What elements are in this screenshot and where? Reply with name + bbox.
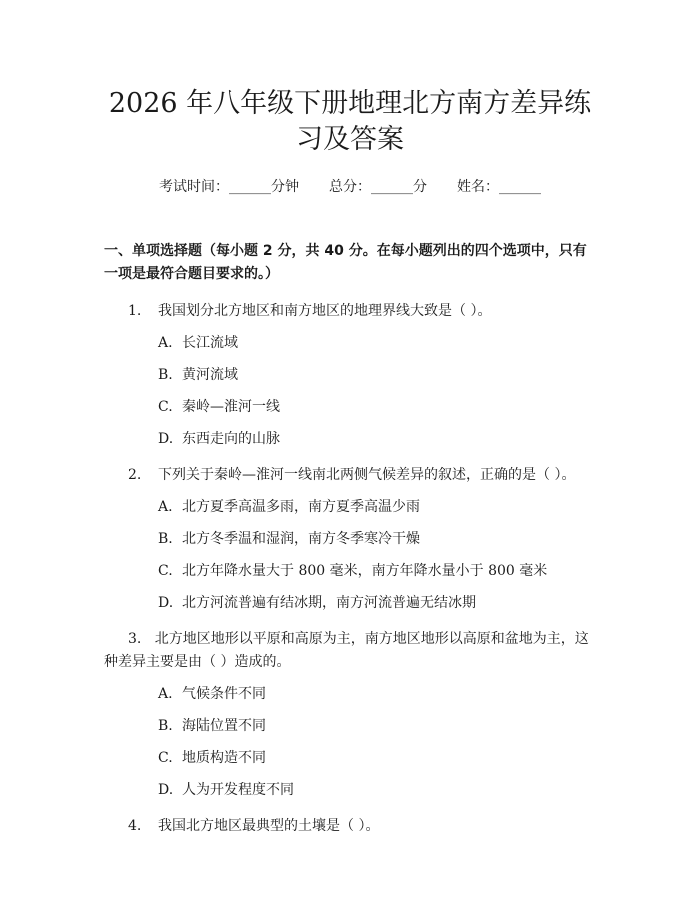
question-1 [104, 300, 596, 450]
question-number: 3. [128, 631, 142, 647]
section-heading: 一、单项选择题（每小题 2 分，共 40 分。在每小题列出的四个选项中，只有一项是最符合题目要求的。） [104, 243, 587, 282]
option-list [104, 683, 596, 801]
exam-meta [104, 176, 596, 196]
option-text: 人为开发程度不同 [182, 782, 294, 798]
question-text: 下列关于秦岭—淮河一线南北两侧气候差异的叙述，正确的是（ ）。 [158, 467, 576, 483]
option-text: 北方年降水量大于 800 毫米，南方年降水量小于 800 毫米 [182, 563, 548, 579]
option-text: 北方夏季高温多雨，南方夏季高温少雨 [182, 499, 420, 515]
total-score: 总分：______分 [329, 179, 427, 195]
option-label: B. [158, 718, 173, 734]
option-c [104, 396, 596, 418]
option-d [104, 779, 596, 801]
option-d [104, 592, 596, 614]
option-b [104, 364, 596, 386]
question-text-block [104, 628, 596, 674]
option-list [104, 496, 596, 614]
question-number: 4. [128, 818, 142, 834]
option-label: C. [158, 399, 173, 415]
question-text: 我国北方地区最典型的土壤是（ ）。 [158, 818, 380, 834]
option-label: A. [158, 686, 173, 702]
option-c [104, 747, 596, 769]
question-text: 北方地区地形以平原和高原为主，南方地区地形以高原和盆地为主，这种差异主要是由（ ）造成的。 [104, 631, 589, 670]
option-label: A. [158, 335, 173, 351]
question-4 [104, 815, 596, 838]
question-2 [104, 464, 596, 614]
exam-time: 考试时间：______分钟 [159, 179, 299, 195]
option-label: D. [158, 431, 174, 447]
question-number: 1. [128, 303, 142, 319]
option-a [104, 683, 596, 705]
option-label: D. [158, 595, 174, 611]
option-b [104, 715, 596, 737]
option-text: 气候条件不同 [182, 686, 266, 702]
option-label: C. [158, 563, 173, 579]
option-text: 东西走向的山脉 [182, 431, 280, 447]
question-3 [104, 628, 596, 801]
option-text: 北方河流普遍有结冰期，南方河流普遍无结冰期 [182, 595, 476, 611]
question-text: 我国划分北方地区和南方地区的地理界线大致是（ ）。 [158, 303, 492, 319]
option-list [104, 332, 596, 450]
option-label: A. [158, 499, 173, 515]
option-text: 秦岭—淮河一线 [182, 399, 280, 415]
page-title: 2026 年八年级下册地理北方南方差异练习及答案 [108, 88, 592, 155]
option-label: B. [158, 367, 173, 383]
option-text: 黄河流域 [182, 367, 238, 383]
option-text: 海陆位置不同 [182, 718, 266, 734]
question-number: 2. [128, 467, 142, 483]
option-text: 长江流域 [182, 335, 238, 351]
option-d [104, 428, 596, 450]
option-text: 北方冬季温和湿润，南方冬季寒冷干燥 [182, 531, 420, 547]
option-label: C. [158, 750, 173, 766]
option-a [104, 332, 596, 354]
option-c [104, 560, 596, 582]
option-label: B. [158, 531, 173, 547]
option-b [104, 528, 596, 550]
option-a [104, 496, 596, 518]
option-label: D. [158, 782, 174, 798]
option-text: 地质构造不同 [182, 750, 266, 766]
student-name: 姓名：______ [457, 179, 541, 195]
